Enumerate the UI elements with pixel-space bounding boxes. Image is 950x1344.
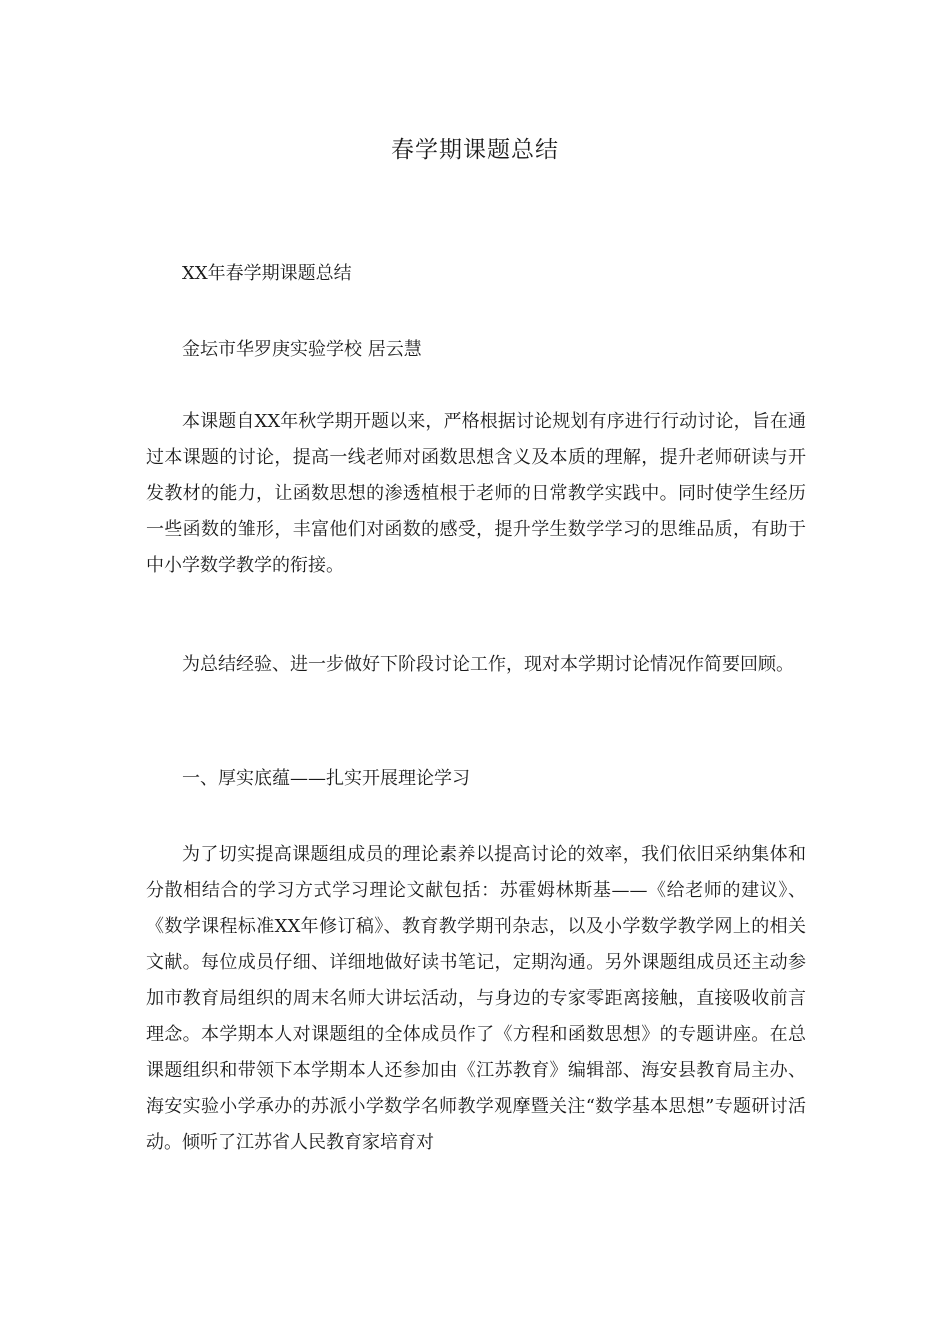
intro-paragraph: 本课题自XX年秋学期开题以来，严格根据讨论规划有序进行行动讨论，旨在通过本课题的讨论，提高一线老师对函数思想含义及本质的理解，提升老师研读与开发教材的能力，让函数思想的渗透植根于老师的日常教学实践中。同时使学生经历一些函数的雏形，丰富他们对函数的感受，提升学生数学学习的思维品质，有助于中小学数学教学的衔接。	[146, 411, 806, 576]
document-title: 春学期课题总结	[391, 137, 559, 163]
purpose-paragraph: 为总结经验、进一步做好下阶段讨论工作，现对本学期讨论情况作简要回顾。	[182, 654, 794, 675]
subtitle-paragraph: XX年春学期课题总结	[182, 263, 352, 284]
section-heading-1: 一、厚实底蕴——扎实开展理论学习	[182, 768, 470, 789]
author-paragraph: 金坛市华罗庚实验学校 居云慧	[182, 339, 422, 360]
section-1-body-paragraph: 为了切实提高课题组成员的理论素养以提高讨论的效率，我们依旧采纳集体和分散相结合的学习方式学习理论文献包括：苏霍姆林斯基——《给老师的建议》、《数学课程标准XX年修订稿》、教育教学期刊杂志，以及小学数学教学网上的相关文献。每位成员仔细、详细地做好读书笔记，定期沟通。另外课题组成员还主动参加市教育局组织的周末名师大讲坛活动，与身边的专家零距离接触，直接吸收前言理念。本学期本人对课题组的全体成员作了《方程和函数思想》的专题讲座。在总课题组织和带领下本学期本人还参加由《江苏教育》编辑部、海安县教育局主办、海安实验小学承办的苏派小学数学名师教学观摩暨关注“数学基本思想”专题研讨活动。倾听了江苏省人民教育家培育对	[146, 844, 806, 1153]
